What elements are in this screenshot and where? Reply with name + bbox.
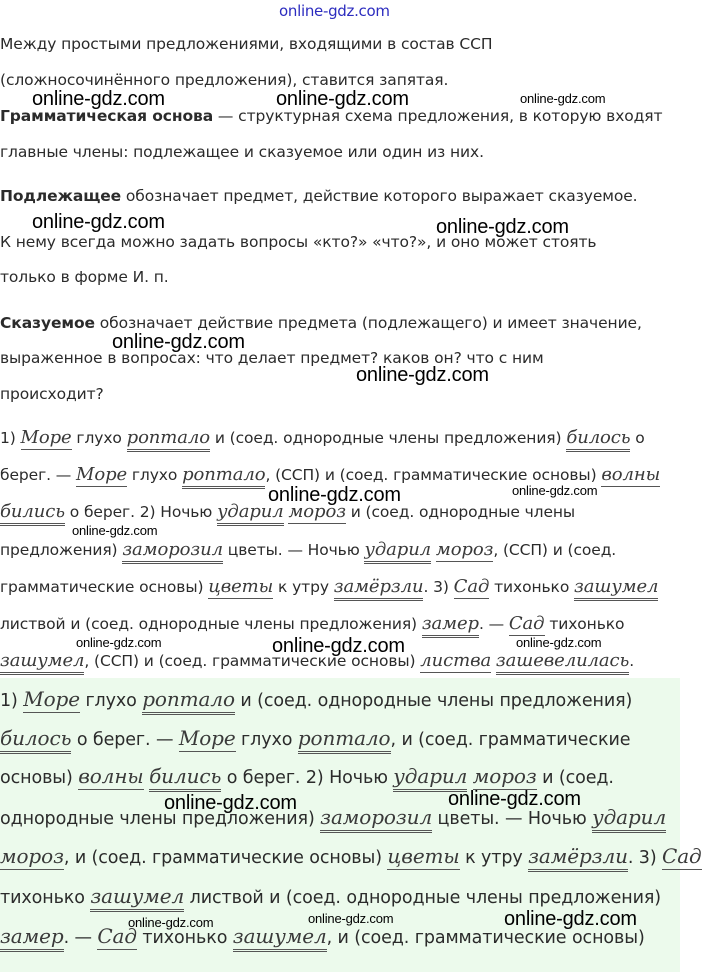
predicate-word: билось: [0, 726, 71, 754]
subject-word: цветы: [208, 576, 274, 597]
predicate-word: роптало: [298, 726, 391, 754]
text-fragment: . —: [478, 615, 509, 633]
text-fragment: 1): [0, 429, 21, 447]
watermark: online-gdz.com: [128, 915, 214, 930]
panel-line: [0, 885, 661, 909]
text-fragment: листвой и (соед. однородные члены предложения): [184, 888, 662, 908]
text-fragment: тихонько: [489, 578, 575, 596]
predicate-word: бились: [0, 501, 65, 526]
text-fragment: глухо: [235, 730, 298, 750]
text-fragment: глухо: [80, 691, 143, 711]
watermark: online-gdz.com: [356, 364, 489, 386]
text-fragment: , (ССП) и (соед.: [493, 541, 617, 559]
watermark: online-gdz.com: [72, 523, 158, 538]
predicate-word: замер: [422, 613, 479, 638]
text-fragment: цветы. — Ночью: [432, 809, 593, 829]
text-fragment: . —: [63, 928, 98, 948]
watermark: online-gdz.com: [520, 91, 606, 106]
predicate-word: замёрзли: [334, 576, 424, 601]
panel-line: [0, 727, 630, 751]
predicate-word: замёрзли: [528, 844, 628, 872]
theory-line: Между простыми предложениями, входящими в состав ССП: [0, 35, 493, 53]
term-grammar-basis: Грамматическая основа: [0, 107, 214, 125]
panel-line: [0, 688, 632, 712]
watermark: online-gdz.com: [504, 908, 637, 930]
subject-word: волны: [78, 764, 144, 788]
panel-line: [0, 765, 614, 789]
subject-word: мороз: [435, 539, 494, 560]
watermark: online-gdz.com: [512, 483, 598, 498]
answer-line: [0, 540, 616, 560]
subject-word: листва: [420, 650, 492, 671]
predicate-word: заморозил: [320, 805, 432, 833]
text-fragment: и (соед.: [536, 768, 614, 788]
predicate-word: билось: [566, 427, 630, 452]
watermark: online-gdz.com: [164, 792, 297, 814]
answer-line: [0, 577, 658, 597]
watermark: online-gdz.com: [448, 788, 581, 810]
theory-line: (сложносочинённого предложения), ставится запятая.: [0, 71, 449, 89]
text-fragment: обозначает предмет, действие которого выражает сказуемое.: [121, 187, 638, 205]
text-fragment: однородные члены предложения): [0, 809, 321, 829]
predicate-word: зашумел: [574, 576, 658, 601]
text-fragment: предложения): [0, 541, 123, 559]
predicate-word: заморозил: [122, 539, 223, 564]
answer-line: [0, 428, 645, 448]
text-fragment: глухо: [71, 429, 127, 447]
watermark: online-gdz.com: [272, 635, 405, 657]
watermark: online-gdz.com: [436, 216, 569, 238]
text-fragment: о берег. 2) Ночью: [64, 503, 218, 521]
predicate-word: ударил: [217, 501, 284, 526]
text-fragment: .: [629, 652, 635, 670]
text-fragment: . 3): [423, 578, 454, 596]
text-fragment: основы): [0, 768, 79, 788]
theory-line: только в форме И. п.: [0, 268, 169, 286]
text-fragment: тихонько: [544, 615, 625, 633]
predicate-word: роптало: [127, 427, 210, 452]
predicate-word: зашумел: [233, 924, 327, 952]
text-fragment: тихонько: [136, 928, 233, 948]
subject-word: цветы: [387, 844, 460, 868]
subject-word: Море: [20, 427, 72, 448]
text-fragment: обозначает действие предмета (подлежащего) и имеет значение,: [94, 314, 642, 332]
answer-line: [0, 465, 660, 485]
watermark: online-gdz.com: [112, 331, 245, 353]
text-fragment: о: [630, 429, 645, 447]
text-fragment: к утру: [273, 578, 334, 596]
text-fragment: , и (соед. грамматические основы): [63, 848, 388, 868]
watermark: online-gdz.com: [276, 88, 409, 110]
subject-word: мороз: [472, 764, 537, 788]
panel-line: [0, 845, 702, 869]
subject-word: волны: [601, 464, 661, 485]
text-fragment: — структурная схема предложения, в которую входят: [213, 107, 663, 125]
predicate-word: зашевелилась: [496, 650, 629, 675]
watermark: online-gdz.com: [76, 635, 162, 650]
theory-line: К нему всегда можно задать вопросы «кто?» «что?», и оно может стоять: [0, 233, 597, 251]
watermark: online-gdz.com: [32, 211, 165, 233]
theory-line: [0, 313, 642, 333]
predicate-word: ударил: [364, 539, 431, 564]
predicate-word: зашумел: [0, 650, 84, 675]
text-fragment: , (ССП) и (соед. грамматические основы): [265, 466, 602, 484]
theory-line: главные члены: подлежащее и сказуемое или один из них.: [0, 143, 484, 161]
text-fragment: цветы. — Ночью: [222, 541, 365, 559]
predicate-word: роптало: [142, 687, 235, 715]
text-fragment: глухо: [127, 466, 183, 484]
text-fragment: , и (соед. грамматические основы): [326, 928, 645, 948]
text-fragment: к утру: [459, 848, 529, 868]
subject-word: Море: [76, 464, 128, 485]
text-fragment: берег. —: [0, 466, 76, 484]
text-fragment: о берег. 2) Ночью: [221, 768, 394, 788]
subject-word: мороз: [0, 844, 64, 868]
predicate-word: ударил: [393, 764, 467, 792]
text-fragment: грамматические основы): [0, 578, 209, 596]
text-fragment: о берег. —: [71, 730, 179, 750]
predicate-word: роптало: [182, 464, 265, 489]
subject-word: мороз: [288, 501, 346, 522]
text-fragment: 1): [0, 691, 24, 711]
term-predicate: Сказуемое: [0, 314, 95, 332]
predicate-word: зашумел: [90, 884, 184, 912]
text-fragment: . 3): [627, 848, 663, 868]
term-subject: Подлежащее: [0, 187, 122, 205]
watermark: online-gdz.com: [516, 635, 602, 650]
subject-word: Сад: [97, 924, 137, 948]
text-fragment: и (соед. однородные члены предложения): [234, 691, 633, 711]
predicate-word: замер: [0, 924, 64, 952]
theory-line: выраженное в вопросах: что делает предмет? каков он? что с ним: [0, 349, 544, 367]
subject-word: Море: [178, 726, 236, 750]
site-link[interactable]: online-gdz.com: [279, 2, 390, 20]
subject-word: Сад: [453, 576, 490, 597]
theory-line: происходит?: [0, 385, 104, 403]
watermark: online-gdz.com: [32, 88, 165, 110]
predicate-word: бились: [149, 764, 221, 792]
text-fragment: и (соед. однородные члены предложения): [210, 429, 567, 447]
text-fragment: , (ССП) и (соед. грамматические основы): [84, 652, 421, 670]
watermark: online-gdz.com: [268, 484, 401, 506]
text-fragment: , и (соед. грамматические: [390, 730, 631, 750]
subject-word: Море: [23, 687, 80, 711]
answer-line: [0, 614, 624, 634]
text-fragment: тихонько: [0, 888, 91, 908]
subject-word: Сад: [662, 844, 702, 868]
text-fragment: листвой и (соед. однородные члены предложения): [0, 615, 422, 633]
predicate-word: ударил: [592, 805, 666, 833]
subject-word: Сад: [508, 613, 545, 634]
text-fragment: и (соед. однородные члены: [345, 503, 576, 521]
theory-line: [0, 186, 638, 206]
watermark: online-gdz.com: [308, 911, 394, 926]
